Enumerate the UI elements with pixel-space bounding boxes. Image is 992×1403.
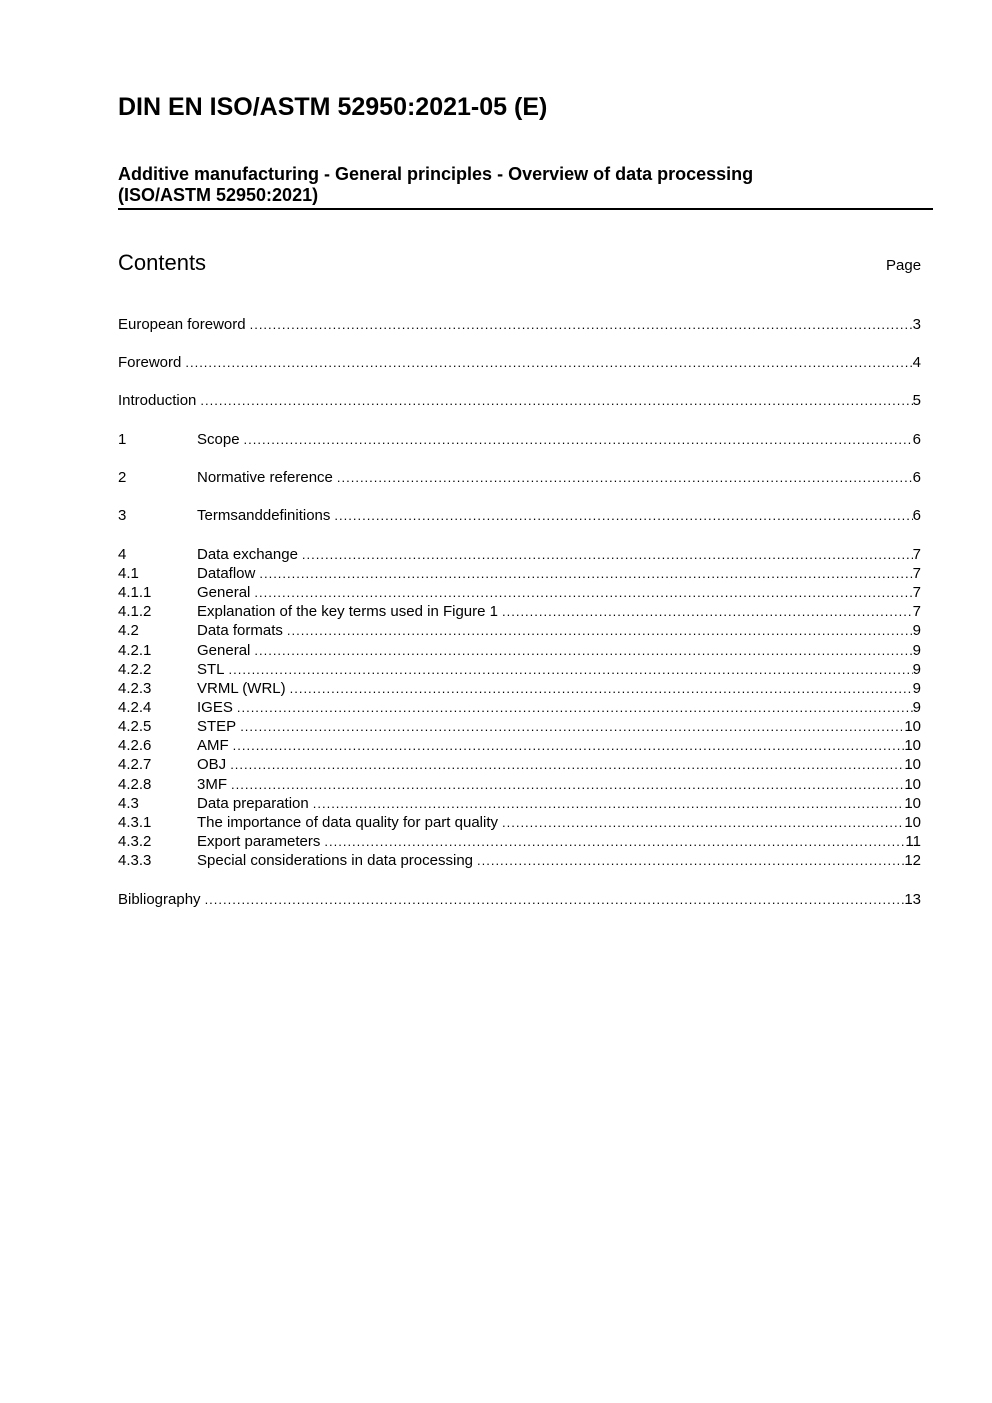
toc-entry-page: 3 (912, 316, 921, 333)
toc-entry-number: 4.2.5 (118, 718, 152, 735)
toc-entry-title: General (197, 642, 251, 659)
toc-entry-foreword[interactable] (118, 354, 921, 373)
toc-entry-number: 4.3 (118, 795, 139, 812)
toc-entry-page: 9 (912, 680, 921, 697)
toc-entry-bibliography[interactable] (118, 891, 921, 910)
toc-entry-page: 10 (904, 776, 921, 793)
toc-entry-title: IGES (197, 699, 233, 716)
subtitle-line-2: (ISO/ASTM 52950:2021) (118, 185, 319, 205)
toc-leader-dots (290, 681, 913, 696)
toc-entry-title: Data formats (197, 622, 283, 639)
toc-entry-number: 4.2.4 (118, 699, 152, 716)
toc-entry-number: 4.2.6 (118, 737, 152, 754)
toc-leader-dots (254, 585, 912, 600)
toc-entry-title: Data preparation (197, 795, 309, 812)
toc-leader-dots (324, 834, 905, 849)
toc-leader-dots (502, 815, 904, 830)
toc-entry-page: 7 (912, 546, 921, 563)
toc-entry-number: 4.3.1 (118, 814, 152, 831)
toc-entry-title: Foreword (118, 354, 182, 371)
toc-entry-title: STEP (197, 718, 237, 735)
toc-entry-page: 6 (912, 469, 921, 486)
toc-entry-iges[interactable] (118, 699, 921, 718)
toc-entry-page: 7 (912, 603, 921, 620)
toc-entry-vrml[interactable] (118, 680, 921, 699)
toc-entry-page: 10 (904, 718, 921, 735)
toc-entry-dataflow-general[interactable] (118, 584, 921, 603)
toc-leader-dots (477, 853, 904, 868)
toc-entry-export-parameters[interactable] (118, 833, 921, 852)
toc-entry-page: 7 (912, 565, 921, 582)
subtitle-line-1: Additive manufacturing - General principles - Overview of data processing (118, 164, 754, 184)
toc-leader-dots (313, 796, 905, 811)
toc-entry-special-considerations[interactable] (118, 852, 921, 871)
toc-entry-page: 6 (912, 431, 921, 448)
toc-leader-dots (337, 470, 913, 485)
toc-entry-dataflow[interactable] (118, 565, 921, 584)
toc-entry-obj[interactable] (118, 756, 921, 775)
toc-entry-data-formats[interactable] (118, 622, 921, 641)
toc-entry-page: 10 (904, 737, 921, 754)
toc-entry-title: AMF (197, 737, 229, 754)
toc-entry-data-formats-general[interactable] (118, 642, 921, 661)
toc-entry-number: 4.3.2 (118, 833, 152, 850)
toc-entry-number: 4.1.1 (118, 584, 152, 601)
toc-entry-page: 6 (912, 507, 921, 524)
toc-entry-page: 9 (912, 699, 921, 716)
toc-leader-dots (185, 355, 912, 370)
page-column-label: Page (886, 257, 922, 274)
toc-entry-title: Introduction (118, 392, 197, 409)
toc-entry-title: Dataflow (197, 565, 256, 582)
toc-leader-dots (502, 604, 913, 619)
toc-entry-3mf[interactable] (118, 776, 921, 795)
toc-leader-dots (240, 719, 904, 734)
toc-leader-dots (230, 757, 904, 772)
toc-entry-step[interactable] (118, 718, 921, 737)
toc-entry-number: 4.2.2 (118, 661, 152, 678)
toc-entry-title: OBJ (197, 756, 227, 773)
toc-entry-page: 9 (912, 661, 921, 678)
toc-entry-title: Data exchange (197, 546, 298, 563)
toc-entry-number: 4.2 (118, 622, 139, 639)
toc-entry-title: General (197, 584, 251, 601)
toc-entry-data-exchange[interactable] (118, 546, 921, 565)
toc-entry-title: European foreword (118, 316, 246, 333)
toc-leader-dots (287, 623, 913, 638)
toc-entry-number: 2 (118, 469, 127, 486)
toc-leader-dots (244, 432, 913, 447)
toc-entry-title: Normative reference (197, 469, 333, 486)
toc-entry-page: 11 (905, 833, 921, 850)
toc-leader-dots (233, 738, 905, 753)
toc-entry-title: 3MF (197, 776, 227, 793)
toc-entry-data-preparation[interactable] (118, 795, 921, 814)
toc-entry-number: 4.2.1 (118, 642, 152, 659)
toc-entry-page: 10 (904, 814, 921, 831)
toc-entry-european-foreword[interactable] (118, 316, 921, 335)
toc-entry-scope[interactable] (118, 431, 921, 450)
toc-entry-page: 9 (912, 642, 921, 659)
toc-entry-title: Export parameters (197, 833, 321, 850)
toc-entry-title: Termsanddefinitions (197, 507, 331, 524)
toc-leader-dots (231, 777, 904, 792)
toc-entry-number: 4.2.3 (118, 680, 152, 697)
toc-entry-page: 13 (904, 891, 921, 908)
toc-entry-introduction[interactable] (118, 392, 921, 411)
toc-entry-number: 3 (118, 507, 127, 524)
toc-leader-dots (254, 643, 912, 658)
toc-entry-terms-and-definitions[interactable] (118, 507, 921, 526)
toc-entry-number: 4.1.2 (118, 603, 152, 620)
toc-entry-page: 9 (912, 622, 921, 639)
toc-entry-title: Special considerations in data processing (197, 852, 473, 869)
toc-leader-dots (200, 393, 912, 408)
toc-entry-amf[interactable] (118, 737, 921, 756)
toc-entry-title: STL (197, 661, 225, 678)
document-subtitle (118, 164, 933, 210)
contents-heading: Contents (118, 250, 207, 275)
toc-leader-dots (259, 566, 912, 581)
toc-leader-dots (205, 892, 905, 907)
toc-entry-data-quality[interactable] (118, 814, 921, 833)
toc-entry-number: 4.3.3 (118, 852, 152, 869)
toc-entry-page: 4 (912, 354, 921, 371)
toc-leader-dots (334, 508, 912, 523)
toc-leader-dots (229, 662, 913, 677)
toc-entry-title: Explanation of the key terms used in Figure 1 (197, 603, 498, 620)
toc-entry-number: 4.1 (118, 565, 139, 582)
toc-entry-title: VRML (WRL) (197, 680, 286, 697)
toc-entry-title: The importance of data quality for part quality (197, 814, 498, 831)
toc-entry-page: 12 (904, 852, 921, 869)
toc-leader-dots (302, 547, 913, 562)
toc-entry-title: Scope (197, 431, 240, 448)
toc-leader-dots (250, 317, 913, 332)
toc-entry-page: 5 (912, 392, 921, 409)
document-title: DIN EN ISO/ASTM 52950:2021-05 (E) (118, 93, 548, 121)
toc-entry-number: 4 (118, 546, 127, 563)
toc-entry-number: 4.2.8 (118, 776, 152, 793)
toc-entry-number: 4.2.7 (118, 756, 152, 773)
toc-entry-page: 10 (904, 795, 921, 812)
toc-entry-number: 1 (118, 431, 127, 448)
toc-entry-stl[interactable] (118, 661, 921, 680)
toc-entry-page: 10 (904, 756, 921, 773)
toc-entry-key-terms[interactable] (118, 603, 921, 622)
toc-leader-dots (237, 700, 913, 715)
toc-entry-title: Bibliography (118, 891, 201, 908)
toc-entry-normative-reference[interactable] (118, 469, 921, 488)
toc-entry-page: 7 (912, 584, 921, 601)
